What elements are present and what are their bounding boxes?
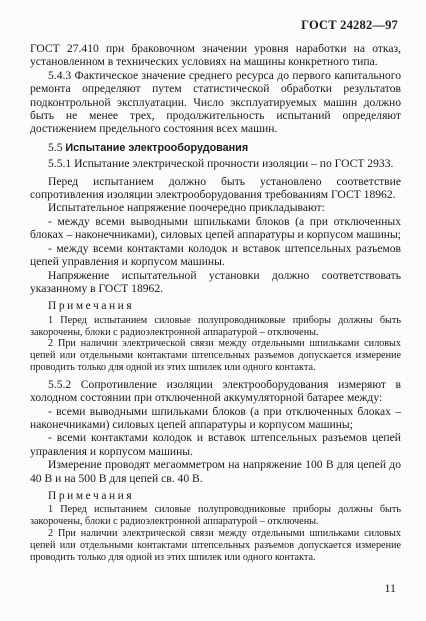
page-number: 11 — [384, 581, 396, 595]
notes-heading: Примечания — [48, 300, 135, 313]
paragraph-continuation: ГОСТ 27.410 при браковочном значении уровня наработки на отказ, установленном в технических условиях на машины конкретного типа. — [30, 42, 401, 69]
list-item-studs: - всеми выводными шпильками блоков (а при отключенных блоках – наконечниками) силовых цепей аппаратуры и корпусом машины; — [30, 404, 401, 431]
note-item: 2 При наличии электрической связи между отдельными шпильками силовых цепей или отдельными контактами штепсельных разъемов допускается измерение проводить только для одной из этих шпилек или одного контакта. — [30, 338, 401, 373]
note-item: 2 При наличии электрической связи между отдельными шпильками силовых цепей или отдельными контактами штепсельных разъемов допускается измерение проводить только для одной из этих шпилек или одного контакта. — [30, 527, 401, 563]
note-item: 1 Перед испытанием силовые полупроводниковые приборы должны быть закорочены, блоки с радиоэлектронной аппаратурой – отключены. — [30, 314, 401, 338]
list-item-studs: - между всеми выводными шпильками блоков (а при отключенных блоках – наконечниками), силовых цепей аппаратуры и корпусом машины; — [30, 214, 402, 242]
paragraph-5-5-1: 5.5.1 Испытание электрической прочности изоляции – по ГОСТ 2933. — [48, 157, 394, 171]
section-heading — [30, 141, 401, 155]
section-number: 5.5 — [48, 140, 63, 154]
page-header-doc-code: ГОСТ 24282—97 — [301, 18, 398, 32]
document-body — [30, 42, 401, 563]
paragraph-5-5-2: 5.5.2 Сопротивление изоляции электрооборудования измеряют в холодном состоянии при отключенной аккумуляторной батарее между: — [30, 377, 401, 405]
notes-heading: Примечания — [48, 489, 135, 502]
paragraph-5-4-3: 5.4.3 Фактическое значение среднего ресурса до первого капитального ремонта определяют путем статистической обработки результатов подконтрольной эксплуатации. Число эксплуатируемых машин должно быть не менее трех, продолжительность испытаний определяют достижением предельного состояния всех машин. — [30, 68, 401, 136]
list-item-contacts: - всеми контактами колодок и вставок штепсельных разъемов цепей управления и корпусом машины. — [30, 431, 401, 458]
list-item-contacts: - между всеми контактами колодок и вставок штепсельных разъемов цепей управления и корпусом машины. — [30, 241, 401, 269]
note-item: 1 Перед испытанием силовые полупроводниковые приборы должны быть закорочены, блоки с радиоэлектронной аппаратурой – отключены. — [30, 504, 401, 528]
paragraph-installation-voltage: Напряжение испытательной установки должно соответствовать указанному в ГОСТ 18962. — [30, 268, 401, 295]
paragraph-resistance-check: Перед испытанием должно быть установлено соответствие сопротивления изоляции электрооборудования требованиям ГОСТ 18962. — [30, 174, 401, 202]
paragraph-measurement: Измерение проводят мегаомметром на напряжение 100 В для цепей до 40 В и на 500 В для цепей св. 40 В. — [30, 458, 401, 485]
paragraph-voltage-applied: Испытательное напряжение поочередно прикладывают: — [48, 201, 325, 215]
section-title: Испытание электрооборудования — [65, 141, 249, 154]
